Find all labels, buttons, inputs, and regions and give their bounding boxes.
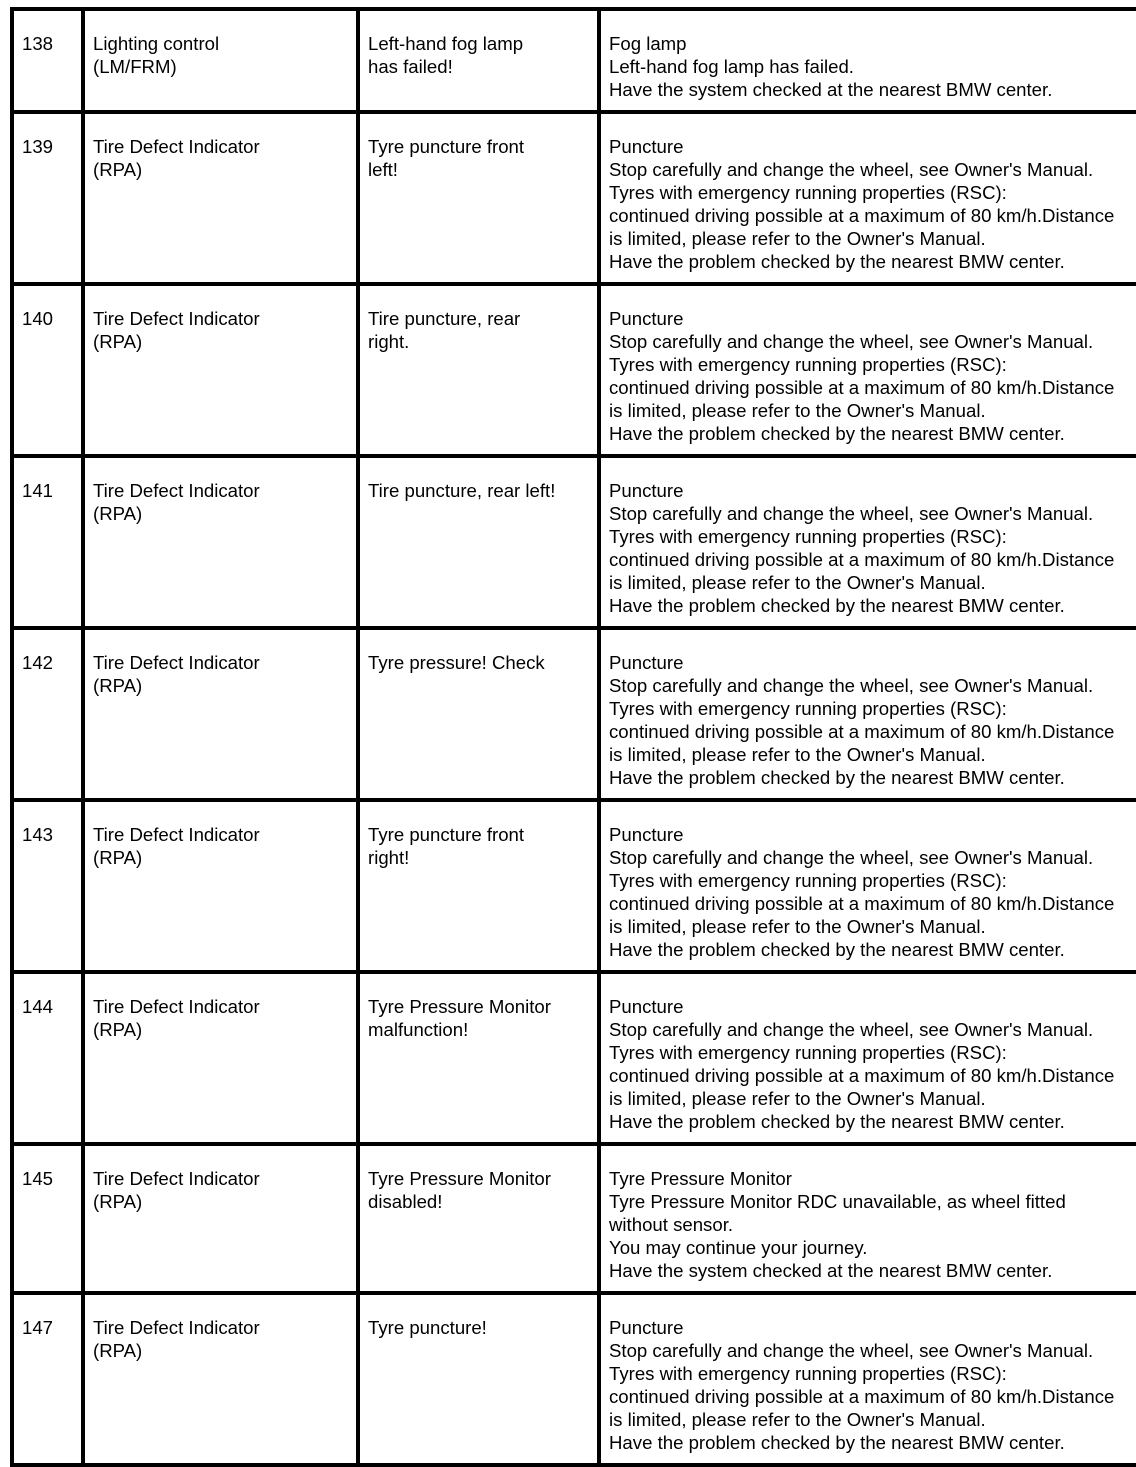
description-line: Stop carefully and change the wheel, see Owner's Manual. xyxy=(609,1019,1094,1040)
table-row xyxy=(12,9,1136,112)
description-line: Puncture xyxy=(609,1317,684,1338)
description-line: Have the system checked at the nearest BMW center. xyxy=(609,1260,1053,1281)
message-cell xyxy=(358,800,599,972)
system-cell xyxy=(83,112,358,284)
description-line: Stop carefully and change the wheel, see Owner's Manual. xyxy=(609,503,1094,524)
system-text: Lighting control xyxy=(93,33,220,54)
description-line: Have the problem checked by the nearest BMW center. xyxy=(609,423,1065,444)
description-line: continued driving possible at a maximum of 80 km/h.Distance xyxy=(609,1386,1115,1407)
description-line: Have the problem checked by the nearest BMW center. xyxy=(609,1432,1065,1453)
message-text: right! xyxy=(368,847,410,868)
description-line: Stop carefully and change the wheel, see Owner's Manual. xyxy=(609,159,1094,180)
description-line: Tyres with emergency running properties (RSC): xyxy=(609,698,1007,719)
message-number-cell xyxy=(12,800,83,972)
system-text: (RPA) xyxy=(93,503,143,524)
message-number-cell xyxy=(12,9,83,112)
description-line: Stop carefully and change the wheel, see Owner's Manual. xyxy=(609,847,1094,868)
message-text: Tire puncture, rear xyxy=(368,308,521,329)
system-cell xyxy=(83,9,358,112)
system-text: (RPA) xyxy=(93,159,143,180)
description-line: without sensor. xyxy=(609,1214,734,1235)
description-line: is limited, please refer to the Owner's Manual. xyxy=(609,228,986,249)
message-number-cell xyxy=(12,628,83,800)
system-text: (RPA) xyxy=(93,847,143,868)
system-text: Tire Defect Indicator xyxy=(93,1317,260,1338)
description-line: Have the problem checked by the nearest BMW center. xyxy=(609,1111,1065,1132)
message-text: Tyre Pressure Monitor xyxy=(368,996,551,1017)
description-line: Stop carefully and change the wheel, see Owner's Manual. xyxy=(609,1340,1094,1361)
message-number-cell xyxy=(12,112,83,284)
message-text: Tyre puncture! xyxy=(368,1317,487,1338)
system-text: (RPA) xyxy=(93,1191,143,1212)
message-number: 140 xyxy=(22,308,54,329)
description-cell xyxy=(599,284,1136,456)
check-control-table xyxy=(10,7,1136,1467)
system-text: Tire Defect Indicator xyxy=(93,136,260,157)
message-cell xyxy=(358,1144,599,1293)
description-line: is limited, please refer to the Owner's Manual. xyxy=(609,744,986,765)
message-cell xyxy=(358,284,599,456)
system-text: (RPA) xyxy=(93,1019,143,1040)
system-text: (RPA) xyxy=(93,675,143,696)
description-line: Have the system checked at the nearest BMW center. xyxy=(609,79,1053,100)
message-number: 144 xyxy=(22,996,54,1017)
table-row xyxy=(12,112,1136,284)
message-number: 145 xyxy=(22,1168,54,1189)
message-cell xyxy=(358,112,599,284)
table-row xyxy=(12,284,1136,456)
message-number-cell xyxy=(12,456,83,628)
table-row xyxy=(12,1144,1136,1293)
description-line: continued driving possible at a maximum of 80 km/h.Distance xyxy=(609,1065,1115,1086)
description-line: Puncture xyxy=(609,824,684,845)
message-number: 138 xyxy=(22,33,54,54)
description-line: continued driving possible at a maximum of 80 km/h.Distance xyxy=(609,721,1115,742)
system-text: (RPA) xyxy=(93,1340,143,1361)
system-text: Tire Defect Indicator xyxy=(93,996,260,1017)
system-cell xyxy=(83,628,358,800)
system-cell xyxy=(83,1144,358,1293)
system-text: Tire Defect Indicator xyxy=(93,1168,260,1189)
message-cell xyxy=(358,9,599,112)
description-line: Tyres with emergency running properties (RSC): xyxy=(609,870,1007,891)
system-text: Tire Defect Indicator xyxy=(93,652,260,673)
description-line: Puncture xyxy=(609,136,684,157)
description-cell xyxy=(599,628,1136,800)
system-cell xyxy=(83,1293,358,1465)
message-number-cell xyxy=(12,972,83,1144)
message-number: 142 xyxy=(22,652,54,673)
description-line: continued driving possible at a maximum of 80 km/h.Distance xyxy=(609,549,1115,570)
table-body xyxy=(12,9,1136,1465)
description-line: Tyres with emergency running properties (RSC): xyxy=(609,526,1007,547)
description-line: Left-hand fog lamp has failed. xyxy=(609,56,854,77)
description-line: Puncture xyxy=(609,308,684,329)
table-row xyxy=(12,456,1136,628)
description-line: Have the problem checked by the nearest BMW center. xyxy=(609,767,1065,788)
message-number: 139 xyxy=(22,136,54,157)
description-cell xyxy=(599,1144,1136,1293)
message-text: Tyre pressure! Check xyxy=(368,652,545,673)
message-text: malfunction! xyxy=(368,1019,469,1040)
system-text: (RPA) xyxy=(93,331,143,352)
description-line: Have the problem checked by the nearest BMW center. xyxy=(609,595,1065,616)
description-cell xyxy=(599,112,1136,284)
table-row xyxy=(12,800,1136,972)
system-text: Tire Defect Indicator xyxy=(93,308,260,329)
message-number-cell xyxy=(12,1144,83,1293)
table-row xyxy=(12,628,1136,800)
description-line: Tyre Pressure Monitor xyxy=(609,1168,792,1189)
message-text: Left-hand fog lamp xyxy=(368,33,524,54)
message-cell xyxy=(358,1293,599,1465)
description-line: is limited, please refer to the Owner's Manual. xyxy=(609,1088,986,1109)
description-cell xyxy=(599,456,1136,628)
description-line: Tyres with emergency running properties (RSC): xyxy=(609,1042,1007,1063)
description-line: Fog lamp xyxy=(609,33,687,54)
description-line: is limited, please refer to the Owner's Manual. xyxy=(609,1409,986,1430)
description-line: Tyres with emergency running properties (RSC): xyxy=(609,1363,1007,1384)
message-cell xyxy=(358,456,599,628)
description-cell xyxy=(599,9,1136,112)
description-line: continued driving possible at a maximum of 80 km/h.Distance xyxy=(609,377,1115,398)
system-cell xyxy=(83,284,358,456)
table-row xyxy=(12,972,1136,1144)
description-line: You may continue your journey. xyxy=(609,1237,868,1258)
message-number-cell xyxy=(12,284,83,456)
message-number: 147 xyxy=(22,1317,54,1338)
description-cell xyxy=(599,1293,1136,1465)
description-line: Have the problem checked by the nearest BMW center. xyxy=(609,251,1065,272)
system-cell xyxy=(83,800,358,972)
description-line: is limited, please refer to the Owner's Manual. xyxy=(609,916,986,937)
system-cell xyxy=(83,972,358,1144)
system-cell xyxy=(83,456,358,628)
message-text: Tire puncture, rear left! xyxy=(368,480,556,501)
description-line: Stop carefully and change the wheel, see Owner's Manual. xyxy=(609,331,1094,352)
description-line: Tyres with emergency running properties (RSC): xyxy=(609,354,1007,375)
message-text: Tyre Pressure Monitor xyxy=(368,1168,551,1189)
message-text: right. xyxy=(368,331,410,352)
system-text: (LM/FRM) xyxy=(93,56,177,77)
description-line: Puncture xyxy=(609,652,684,673)
description-line: is limited, please refer to the Owner's Manual. xyxy=(609,572,986,593)
description-line: Have the problem checked by the nearest BMW center. xyxy=(609,939,1065,960)
system-text: Tire Defect Indicator xyxy=(93,824,260,845)
table-row xyxy=(12,1293,1136,1465)
description-line: Tyre Pressure Monitor RDC unavailable, as wheel fitted xyxy=(609,1191,1066,1212)
message-text: has failed! xyxy=(368,56,453,77)
description-line: Stop carefully and change the wheel, see Owner's Manual. xyxy=(609,675,1094,696)
message-number: 143 xyxy=(22,824,54,845)
description-line: Puncture xyxy=(609,480,684,501)
description-line: is limited, please refer to the Owner's Manual. xyxy=(609,400,986,421)
description-line: continued driving possible at a maximum of 80 km/h.Distance xyxy=(609,205,1115,226)
document-page xyxy=(10,7,1115,1467)
message-number-cell xyxy=(12,1293,83,1465)
description-line: continued driving possible at a maximum of 80 km/h.Distance xyxy=(609,893,1115,914)
description-line: Tyres with emergency running properties (RSC): xyxy=(609,182,1007,203)
system-text: Tire Defect Indicator xyxy=(93,480,260,501)
message-text: left! xyxy=(368,159,398,180)
message-text: Tyre puncture front xyxy=(368,824,525,845)
description-cell xyxy=(599,800,1136,972)
message-cell xyxy=(358,628,599,800)
message-cell xyxy=(358,972,599,1144)
message-number: 141 xyxy=(22,480,54,501)
description-cell xyxy=(599,972,1136,1144)
message-text: disabled! xyxy=(368,1191,443,1212)
message-text: Tyre puncture front xyxy=(368,136,525,157)
description-line: Puncture xyxy=(609,996,684,1017)
